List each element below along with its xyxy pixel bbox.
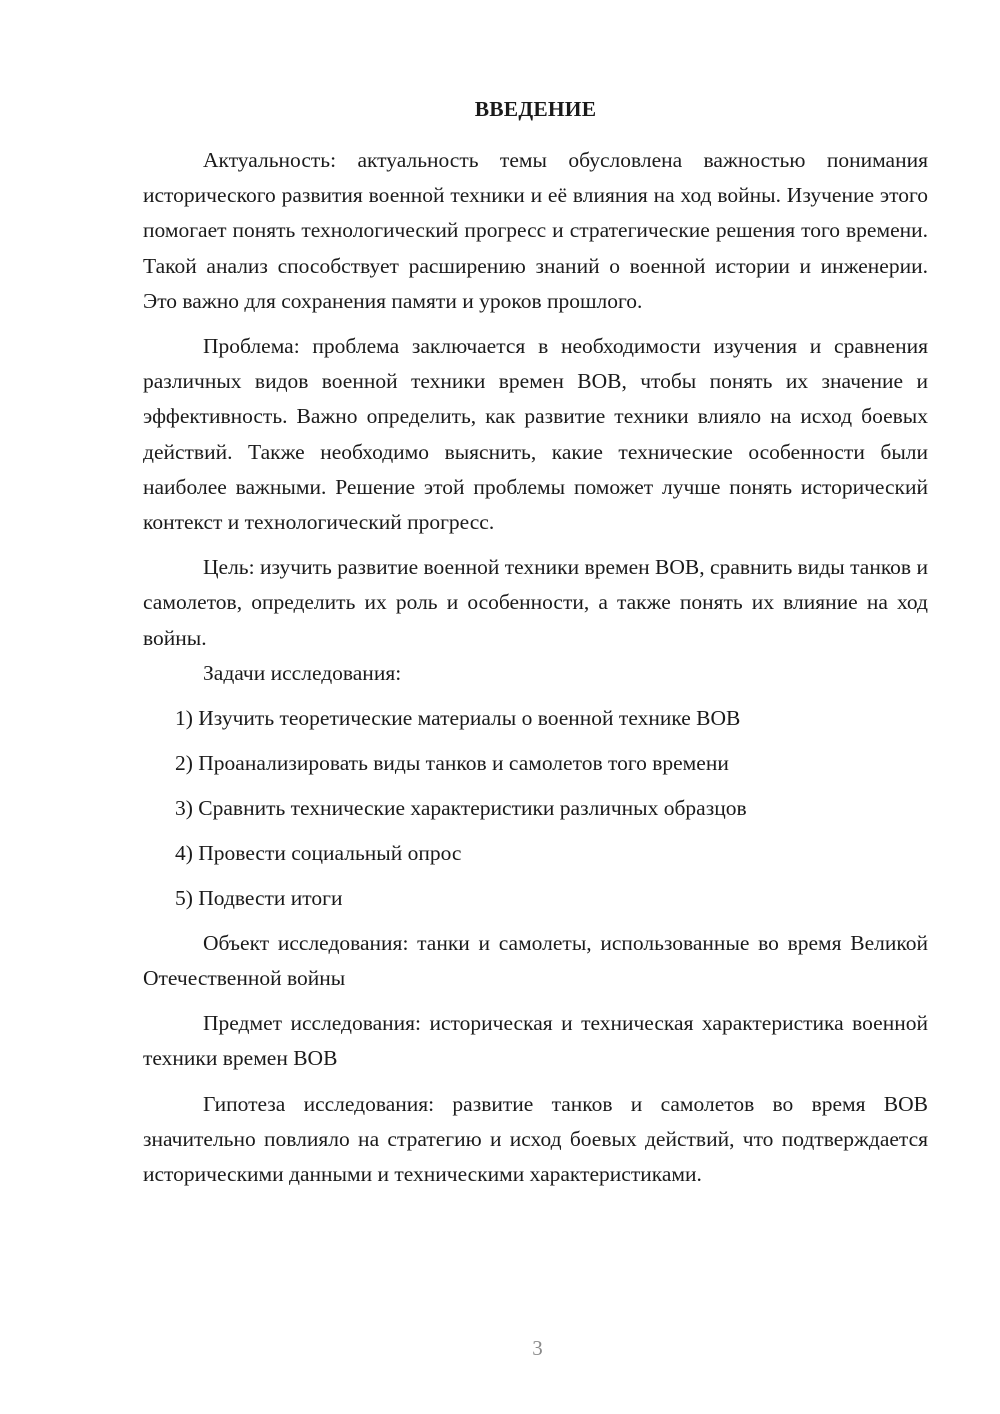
tasks-heading: Задачи исследования: <box>203 660 402 685</box>
relevance-paragraph: Актуальность: актуальность темы обусловлена важностью понимания исторического развития военной техники и её влияния на ход войны. Изучение этого помогает понять технологический прогресс и стратегические решения того времени. Такой анализ способствует расширению знаний о военной истории и инженерии. Это важно для сохранения памяти и уроков прошлого. <box>143 148 928 313</box>
task-item: 4) Провести социальный опрос <box>175 840 462 865</box>
task-item: 5) Подвести итоги <box>175 885 343 910</box>
object-paragraph: Объект исследования: танки и самолеты, использованные во время Великой Отечественной войны <box>143 930 928 991</box>
task-item: 3) Сравнить технические характеристики различных образцов <box>175 795 747 820</box>
page-number: 3 <box>532 1336 543 1360</box>
tasks-list <box>143 701 928 916</box>
task-item: 1) Изучить теоретические материалы о военной технике ВОВ <box>175 705 741 730</box>
goal-paragraph: Цель: изучить развитие военной техники времен ВОВ, сравнить виды танков и самолетов, определить их роль и особенности, а также понять их влияние на ход войны. <box>143 555 928 650</box>
problem-paragraph: Проблема: проблема заключается в необходимости изучения и сравнения различных видов военной техники времен ВОВ, чтобы понять их значение и эффективность. Важно определить, как развитие техники влияло на исход боевых действий. Также необходимо выяснить, какие технические особенности были наиболее важными. Решение этой проблемы поможет лучше понять исторический контекст и технологический прогресс. <box>143 334 928 535</box>
page-content <box>143 92 928 1192</box>
task-item: 2) Проанализировать виды танков и самолетов того времени <box>175 750 729 775</box>
subject-paragraph: Предмет исследования: историческая и техническая характеристика военной техники времен ВОВ <box>143 1011 928 1071</box>
page-title: ВВЕДЕНИЕ <box>474 97 597 121</box>
hypothesis-paragraph: Гипотеза исследования: развитие танков и самолетов во время ВОВ значительно повлияло на стратегию и исход боевых действий, что подтверждается историческими данными и техническими характеристиками. <box>143 1091 928 1187</box>
